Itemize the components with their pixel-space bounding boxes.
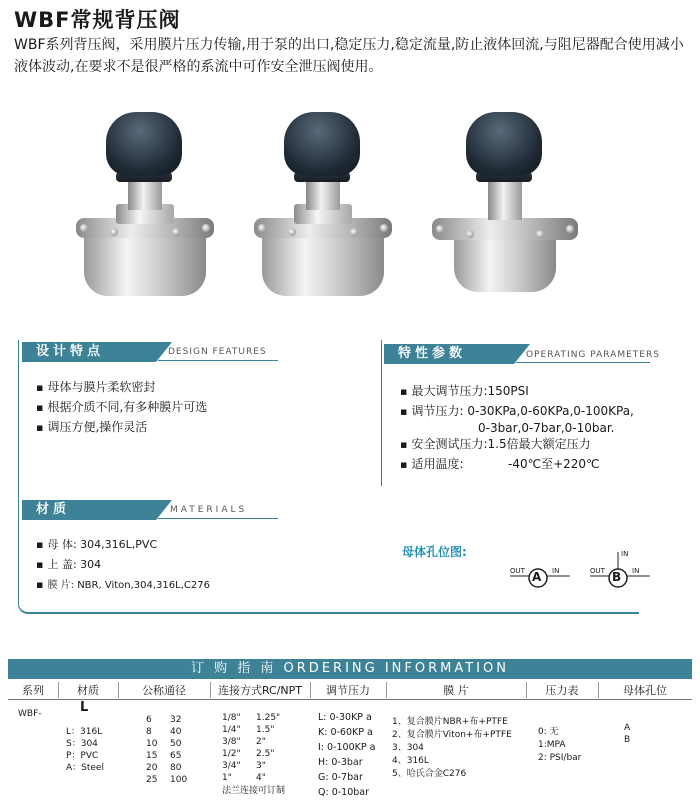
cell-materials: L：316L S：304 P：PVC A：Steel xyxy=(66,727,104,773)
param-item: ▪ 适用温度: xyxy=(400,455,464,472)
port-diagram-a xyxy=(510,562,570,592)
section-divider xyxy=(381,340,382,486)
cell-gauge: 0: 无 1:MPA 2: PSI/bar xyxy=(538,727,582,763)
page-title: WBF常规背压阀 xyxy=(14,8,181,32)
param-item: ▪ 最大调节压力:150PSI xyxy=(400,382,529,399)
cell-diam-right: 32 40 50 65 80 100 xyxy=(170,715,188,785)
param-item: ▪ 安全测试压力:1.5倍最大额定压力 xyxy=(400,435,591,452)
cell-conn-right: 1.25" 1.5" 2" 2.5" 3" 4" xyxy=(256,713,281,783)
port-diagram-b xyxy=(590,552,650,592)
intro-paragraph: WBF系列背压阀，采用膜片压力传输,用于泵的出口,稳定压力,稳定流量,防止液体回流,与阻尼器配合使用减小液体波动,在要求不是很严格的系流中可作安全泄压阀使用。 xyxy=(14,37,684,75)
col-head-diaphragm: 膜 片 xyxy=(443,684,469,697)
cell-conn-left: 1/8" 1/4" 3/8" 1/2" 3/4" 1" xyxy=(222,713,241,783)
feature-item: ▪ 根据介质不同,有多种膜片可选 xyxy=(36,398,207,415)
header-underline xyxy=(158,360,278,361)
col-head-port: 母体孔位 xyxy=(623,684,667,697)
port-a-in: IN xyxy=(552,567,560,575)
col-head-series: 系列 xyxy=(22,684,44,697)
cell-pressure: L: 0-30KP a K: 0-60KP a I: 0-100KP a H: 0-3bar G: 0-7bar Q: 0-10bar xyxy=(318,712,376,798)
product-image-1 xyxy=(70,100,220,310)
port-b-out: OUT xyxy=(590,567,605,575)
material-item: ▪ 母 体: 304,316L,PVC xyxy=(36,536,157,552)
col-head-diameter: 公称通径 xyxy=(142,684,186,697)
operating-parameters-header: 特性参数 xyxy=(384,344,514,364)
table-divider xyxy=(8,699,692,700)
port-diagram-label: 母体孔位图: xyxy=(402,545,467,559)
cell-series: WBF- xyxy=(18,709,42,719)
feature-item: ▪ 调压方便,操作灵活 xyxy=(36,418,147,435)
material-item: ▪ 上 盖: 304 xyxy=(36,556,101,572)
design-features-header: 设计特点 xyxy=(22,342,156,362)
param-item-cont: 0-3bar,0-7bar,0-10bar. xyxy=(478,421,615,435)
design-features-subtitle: DESIGN FEATURES xyxy=(168,347,267,357)
materials-subtitle: MATERIALS xyxy=(170,505,248,515)
header-underline xyxy=(158,518,278,519)
feature-item: ▪ 母体与膜片柔软密封 xyxy=(36,378,155,395)
material-item: ▪ 膜 片: NBR, Viton,304,316L,C276 xyxy=(36,576,210,591)
product-image-3 xyxy=(430,100,580,310)
ordering-header: 订 购 指 南 ORDERING INFORMATION xyxy=(8,659,692,679)
port-b-letter: B xyxy=(612,570,622,584)
port-b-top-in: IN xyxy=(621,550,629,558)
col-head-connection: 连接方式RC/NPT xyxy=(217,684,303,697)
cell-diaphragm: 1、复合膜片NBR+布+PTFE 2、复合膜片Viton+布+PTFE 3、304 4、316L 5、哈氏合金C276 xyxy=(392,717,512,779)
col-head-material: 材质 xyxy=(77,684,99,697)
operating-parameters-subtitle: OPERATING PARAMETERS xyxy=(526,350,660,360)
port-a-letter: A xyxy=(532,570,542,584)
cell-material-head: L xyxy=(80,700,89,715)
cell-diam-left: 6 8 10 15 20 25 xyxy=(146,715,158,785)
col-head-gauge: 压力表 xyxy=(545,684,579,697)
header-underline xyxy=(516,362,650,363)
cell-port: A B xyxy=(624,723,631,745)
param-item: ▪ 调节压力: 0-30KPa,0-60KPa,0-100KPa, xyxy=(400,402,634,419)
col-head-pressure: 调节压力 xyxy=(326,684,370,697)
port-b-in: IN xyxy=(632,567,640,575)
port-a-out: OUT xyxy=(510,567,525,575)
materials-header: 材质 xyxy=(22,500,156,520)
cell-conn-note: 法兰连接可订制 xyxy=(222,786,286,796)
temperature-range: -40℃至+220℃ xyxy=(508,457,600,471)
product-image-2 xyxy=(248,100,398,310)
